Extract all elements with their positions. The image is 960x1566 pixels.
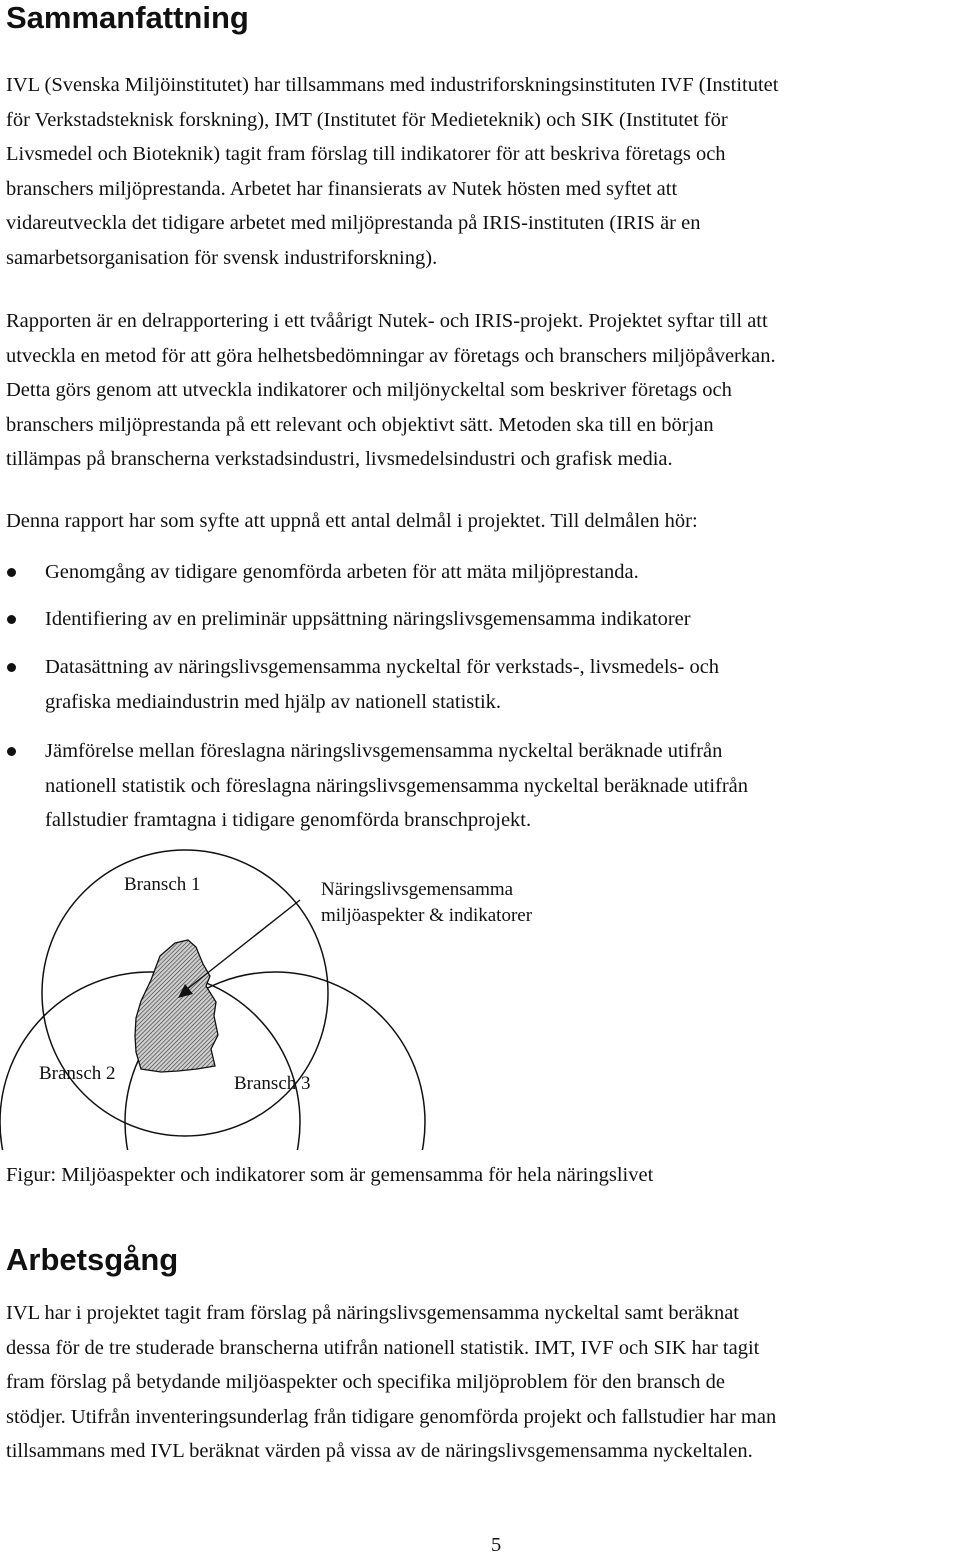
goal-line: Datasättning av näringslivsgemensamma nyckeltal för verkstads-, livsmedels- och xyxy=(45,656,720,678)
pointer-arrow-line xyxy=(186,900,300,990)
figure-caption: Figur: Miljöaspekter och indikatorer som är gemensamma för hela näringslivet xyxy=(6,1164,654,1186)
goal-line: Identifiering av en preliminär uppsättning näringslivsgemensamma indikatorer xyxy=(45,608,691,630)
paragraph-line: Livsmedel och Bioteknik) tagit fram förslag till indikatorer för att beskriva företags och xyxy=(6,143,726,165)
paragraph-line: vidareutveckla det tidigare arbetet med miljöprestanda på IRIS-instituten (IRIS är en xyxy=(6,212,701,234)
label-bransch-1: Bransch 1 xyxy=(124,874,201,895)
page-number: 5 xyxy=(491,1534,502,1556)
paragraph-line: tillämpas på branscherna verkstadsindustri, livsmedelsindustri och grafisk media. xyxy=(6,448,673,470)
report-paragraph xyxy=(6,304,954,477)
label-bransch-3: Bransch 3 xyxy=(234,1073,311,1094)
paragraph-line: IVL har i projektet tagit fram förslag på näringslivsgemensamma nyckeltal samt beräknat xyxy=(6,1302,740,1324)
goal-line: grafiska mediaindustrin med hjälp av nationell statistik. xyxy=(45,690,502,713)
goal-text xyxy=(45,602,691,637)
paragraph-line: samarbetsorganisation för svensk industriforskning). xyxy=(6,246,438,269)
bullet-icon xyxy=(7,663,16,672)
goal-line: fallstudier framtagna i tidigare genomförda branschprojekt. xyxy=(45,809,532,831)
paragraph-line: Denna rapport har som syfte att uppnå ett antal delmål i projektet. Till delmålen hör: xyxy=(6,510,698,532)
label-bransch-2: Bransch 2 xyxy=(39,1063,116,1084)
goal-text xyxy=(45,555,639,590)
paragraph-line: IVL (Svenska Miljöinstitutet) har tillsammans med industriforskningsinstituten IVF (Institutet xyxy=(6,74,779,96)
bullet-icon xyxy=(7,568,16,577)
method-paragraph xyxy=(6,1296,954,1469)
paragraph-line: dessa för de tre studerade branscherna utifrån nationell statistik. IMT, IVF och SIK har tagit xyxy=(6,1336,760,1359)
venn-figure xyxy=(0,840,960,1150)
goal-text xyxy=(45,734,748,838)
paragraph-line: tillsammans med IVL beräknat värden på vissa av de näringslivsgemensamma nyckeltalen. xyxy=(6,1440,753,1462)
heading-arbetsgang: Arbetsgång xyxy=(6,1242,179,1277)
bullet-icon xyxy=(7,747,16,756)
bullet-icon xyxy=(7,615,16,624)
goal-text xyxy=(45,650,719,719)
paragraph-line: branschers miljöprestanda. Arbetet har finansierats av Nutek hösten med syftet att xyxy=(6,177,678,200)
label-common-line-1: Näringslivsgemensamma xyxy=(321,879,514,900)
common-intersection-area xyxy=(135,940,218,1072)
paragraph-line: stödjer. Utifrån inventeringsunderlag från tidigare genomförda projekt och fallstudier har man xyxy=(6,1405,777,1428)
goals-intro xyxy=(6,504,954,539)
goal-line: Jämförelse mellan föreslagna näringslivsgemensamma nyckeltal beräknade utifrån xyxy=(45,740,723,762)
paragraph-line: för Verkstadsteknisk forskning), IMT (Institutet för Medieteknik) och SIK (Institutet för xyxy=(6,108,728,131)
intro-paragraph xyxy=(6,68,954,275)
paragraph-line: Rapporten är en delrapportering i ett tvåårigt Nutek- och IRIS-projekt. Projektet syftar till att xyxy=(6,310,768,332)
goal-line: nationell statistik och föreslagna näringslivsgemensamma nyckeltal beräknade utifrån xyxy=(45,774,749,797)
paragraph-line: utveckla en metod för att göra helhetsbedömningar av företags och branschers miljöpåverkan. xyxy=(6,344,776,367)
goal-line: Genomgång av tidigare genomförda arbeten för att mäta miljöprestanda. xyxy=(45,561,639,583)
paragraph-line: Detta görs genom att utveckla indikatorer och miljönyckeltal som beskriver företags och xyxy=(6,379,732,401)
paragraph-line: branschers miljöprestanda på ett relevant och objektivt sätt. Metoden ska till en början xyxy=(6,413,714,436)
heading-sammanfattning: Sammanfattning xyxy=(6,0,249,35)
label-common-line-2: miljöaspekter & indikatorer xyxy=(321,905,533,926)
paragraph-line: fram förslag på betydande miljöaspekter och specifika miljöproblem för den bransch de xyxy=(6,1371,725,1393)
